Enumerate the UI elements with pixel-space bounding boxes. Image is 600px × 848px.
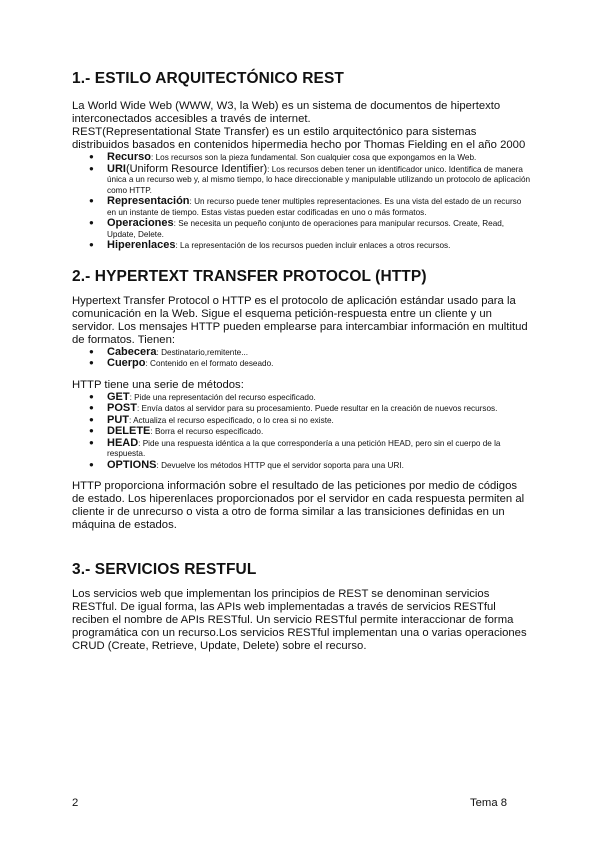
- description: : Envía datos al servidor para su procesamiento. Puede resultar en la creación de nuevos recursos.: [136, 404, 498, 413]
- description: : Los recursos deben tener un identificador unico. Identifica de manera única a un recurso web y, al mismo tiempo, lo hace direccionable y manipulable utilizando un protocolo de aplicación como HTTP.: [107, 164, 531, 195]
- term: Cabecera: [107, 345, 157, 358]
- http-methods-list: [72, 392, 532, 472]
- term: DELETE: [107, 425, 151, 437]
- description: : Pide una representación del recurso especificado.: [129, 392, 316, 402]
- description: : Un recurso puede tener multiples representaciones. Es una vista del estado de un recurso en un instante de tiempo. Estas vistas pueden estar codificadas en uno o más formatos.: [107, 197, 522, 217]
- section-heading: 1.- ESTILO ARQUITECTÓNICO REST: [72, 70, 344, 87]
- paragraph: La World Wide Web (WWW, W3, la Web) es un sistema de documentos de hipertexto interconectados accesibles a través de internet.: [72, 100, 501, 125]
- list-item-post: [72, 403, 532, 415]
- paragraph: HTTP tiene una serie de métodos:: [72, 378, 244, 391]
- term: OPTIONS: [107, 458, 157, 471]
- section-rest: [72, 70, 532, 252]
- list-item-cuerpo: [72, 358, 532, 370]
- description: : Contenido en el formato deseado.: [145, 359, 274, 368]
- term: URI: [107, 162, 126, 175]
- list-item-options: [72, 460, 532, 472]
- term: PUT: [107, 413, 129, 426]
- http-message-parts-list: [72, 347, 532, 370]
- description: : Borra el recurso especificado.: [150, 427, 264, 436]
- description: : Actualiza el recurso especificado, o lo crea si no existe.: [129, 415, 334, 425]
- list-item-representacion: [72, 196, 532, 218]
- list-item-get: [72, 392, 532, 404]
- description: : Destinatario,remitente...: [156, 347, 249, 357]
- term: Representación: [107, 195, 190, 207]
- term: POST: [107, 402, 137, 414]
- paragraph: REST(Representational State Transfer) es un estilo arquitectónico para sistemas distribuidos basados en contenidos hipermedia hecho por Thomas Fielding en el año 2000: [72, 126, 526, 151]
- term: Recurso: [107, 151, 152, 163]
- paragraph: Hypertext Transfer Protocol o HTTP es el protocolo de aplicación estándar usado para la comunicación en la Web. Sigue el esquema petición-respuesta entre un cliente y un servidor. Los mensajes HTTP pueden emplearse para intercambiar información en multitud de formatos. Tienen:: [72, 294, 528, 346]
- page-number: 2: [72, 797, 79, 809]
- list-item-operaciones: [72, 218, 532, 240]
- description: : La representación de los recursos pueden incluir enlaces a otros recursos.: [175, 241, 451, 250]
- page-content: [72, 70, 532, 653]
- description: : Pide una respuesta idéntica a la que correspondería a una petición HEAD, pero sin el cuerpo de la respuesta.: [107, 438, 501, 458]
- list-item-uri: [72, 164, 532, 197]
- description: : Se necesita un pequeño conjunto de operaciones para manipular recursos. Create, Read, Update, Delete.: [107, 219, 505, 239]
- list-item-hiperenlaces: [72, 240, 532, 252]
- term: Hiperenlaces: [107, 239, 176, 251]
- term: Cuerpo: [107, 357, 146, 369]
- list-item-head: [72, 438, 532, 460]
- section-restful: [72, 561, 532, 653]
- term-expansion: (Uniform Resource Identifier): [125, 162, 268, 175]
- paragraph: HTTP proporciona información sobre el resultado de las peticiones por medio de códigos de estado. Los hiperenlaces proporcionados por el servidor en cada respuesta permiten al cliente ir de unrecurso o vista a otro de forma similar a las transiciones definidas en un máquina de estados.: [72, 480, 525, 531]
- list-item-delete: [72, 426, 532, 438]
- chapter-label: Tema 8: [470, 797, 508, 809]
- term: HEAD: [107, 436, 139, 449]
- description: : Los recursos son la pieza fundamental. Son cualquier cosa que expongamos en la Web.: [151, 153, 477, 162]
- rest-concepts-list: [72, 152, 532, 252]
- term: Operaciones: [107, 217, 174, 229]
- paragraph: Los servicios web que implementan los principios de REST se denominan servicios RESTful. De igual forma, las APIs web implementadas a través de servicios RESTful reciben el nombre de APIs RESTful. Un servicio RESTful permite interaccionar de forma programática con un recurso.Los servicios RESTful implementan una o varias operaciones CRUD (Create, Retrieve, Update, Delete) sobre el recurso.: [72, 588, 527, 652]
- section-http: [72, 268, 532, 533]
- term: GET: [107, 390, 130, 403]
- description: : Devuelve los métodos HTTP que el servidor soporta para una URI.: [156, 460, 404, 470]
- section-heading: 2.- HYPERTEXT TRANSFER PROTOCOL (HTTP): [72, 267, 427, 285]
- section-heading: 3.- SERVICIOS RESTFUL: [72, 561, 257, 578]
